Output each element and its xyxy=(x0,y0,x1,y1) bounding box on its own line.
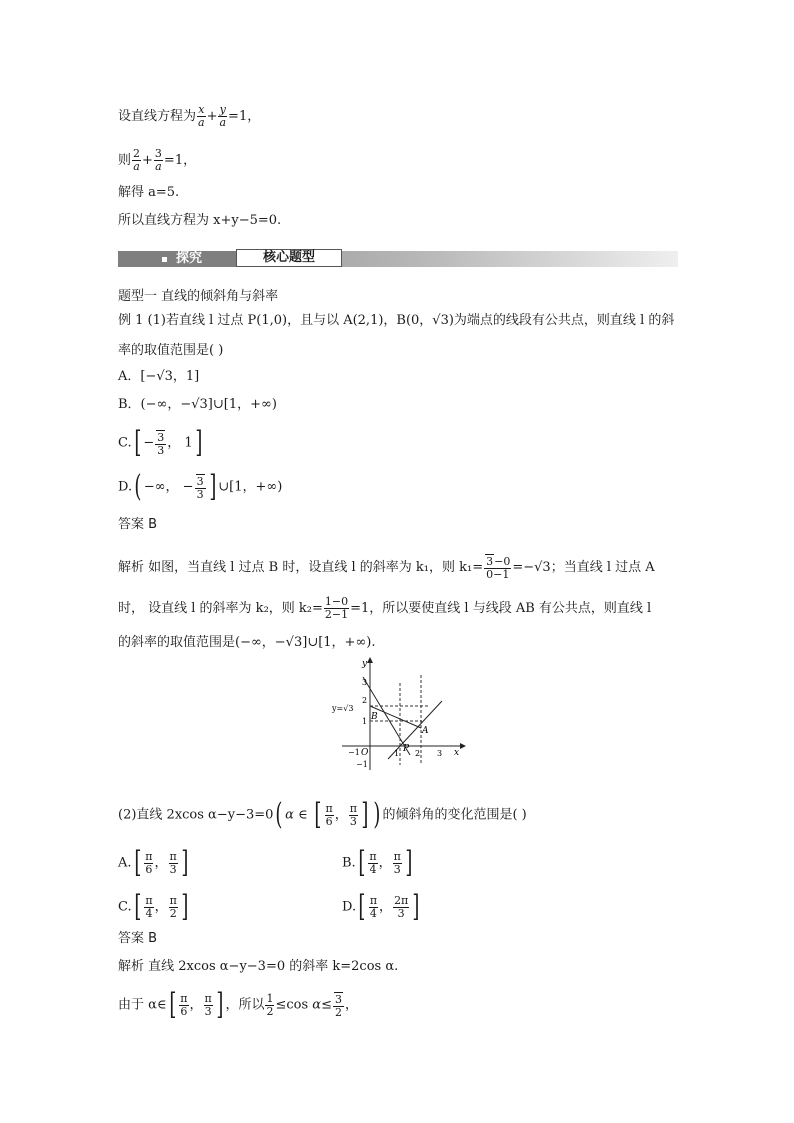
example1-option-a: A．[−√3，1] xyxy=(118,369,200,384)
ex2-analysis2-mid: ，所以 xyxy=(225,997,265,1013)
paren-left-2: ( xyxy=(275,797,283,832)
ex2-option-b-prefix: B. xyxy=(342,855,356,871)
option-d-prefix: D. xyxy=(118,479,133,495)
example2-stem: (2)直线 2xcos α−y−3=0( α ∈ [ $\frac{\pi}{6}$ ， $\frac{\pi}{3}$ ] ) 的倾斜角的变化范围是( ) xyxy=(118,797,527,832)
line-label-sqrt3: y=√3 xyxy=(332,704,354,713)
x-axis-label: x xyxy=(454,748,460,758)
intro-line-1: 设直线方程为 $\frac{x}{a}$ + $\frac{y}{a}$ =1， xyxy=(118,103,261,129)
fraction-sqrt3-over-3-d: $\frac{3}{3}$ xyxy=(196,474,204,501)
paren-right-2: ) xyxy=(373,797,381,832)
example1-option-c: C.[ − $\frac{3}{3}$ ， 1] xyxy=(118,425,203,460)
example1-stem-line-1: 例 1 (1)若直线 l 过点 P(1,0)，且与以 A(2,1)，B(0，√3)为端点的线段有公共点，则直线 l 的斜 xyxy=(118,313,675,328)
coordinate-figure xyxy=(330,655,470,775)
intro-line-2-suffix: =1， xyxy=(163,153,197,168)
intro-line-4: 所以直线方程为 x+y−5=0. xyxy=(118,213,282,228)
y-tick-2: 2 xyxy=(362,696,368,705)
example2-option-d: D.[ $\frac{\pi}{4}$ ， $\frac{2\pi}{3}$ ] xyxy=(342,889,420,924)
analysis1-prefix: 解析 如图，当直线 l 过点 B 时，设直线 l 的斜率为 k₁，则 k₁= xyxy=(118,560,484,575)
fraction-sqrt3-over-3: $\frac{3}{3}$ xyxy=(157,430,165,457)
ex2-option-d-prefix: D. xyxy=(342,899,357,915)
intro-line-1-suffix: =1， xyxy=(228,109,261,124)
fraction-2-over-a: $\frac{2}{a}$ xyxy=(133,147,141,173)
example2-option-b: B.[ $\frac{\pi}{4}$ ， $\frac{\pi}{3}$ ] xyxy=(342,845,413,880)
option-c-prefix: C. xyxy=(118,435,132,451)
y-axis-label: y xyxy=(362,659,368,669)
bracket-right-d: ] xyxy=(208,469,216,504)
ex2-option-c-prefix: C. xyxy=(118,899,132,915)
y-tick-neg1: −1 xyxy=(356,760,368,769)
point-label-p: P xyxy=(403,744,410,754)
intro-line-2-prefix: 则 xyxy=(118,153,132,168)
example2-analysis-line-1: 解析 直线 2xcos α−y−3=0 的斜率 k=2cos α. xyxy=(118,959,399,974)
fraction-3-over-a: $\frac{3}{a}$ xyxy=(154,147,162,173)
option-d-suffix: ∪[1，+∞) xyxy=(218,479,283,495)
y-tick-1: 1 xyxy=(362,717,368,726)
example2-analysis-line-2: 由于 α∈[ $\frac{\pi}{6}$ ， $\frac{\pi}{3}$ ] ，所以 $\frac{1}{2}$ ≤cos α≤ $\frac{3}{2}$ ， xyxy=(118,987,358,1022)
example1-stem-line-2: 率的取值范围是( ) xyxy=(118,343,224,358)
example2-option-a: A.[ $\frac{\pi}{6}$ ， $\frac{\pi}{3}$ ] xyxy=(118,845,189,880)
analysis2-suffix: =1，所以要使直线 l 与线段 AB 有公共点，则直线 l xyxy=(350,601,652,616)
y-tick-3: 3 xyxy=(362,678,368,687)
intro-line-3: 解得 a=5. xyxy=(118,185,180,200)
point-label-a: A xyxy=(422,726,429,736)
section-title: 题型一 直线的倾斜角与斜率 xyxy=(118,289,279,304)
x-tick-2: 2 xyxy=(415,749,421,758)
x-tick-neg1: −1 xyxy=(348,748,360,757)
fraction-k1: $\frac{3-0}{0-1}$ xyxy=(486,555,511,581)
bracket-left: [ xyxy=(133,425,141,460)
example1-answer: 答案 B xyxy=(118,517,158,532)
section-banner xyxy=(118,248,678,268)
fraction-x-over-a: $\frac{x}{a}$ xyxy=(198,103,205,129)
analysis1-suffix: =−√3；当直线 l 过点 A xyxy=(512,560,655,575)
intro-line-1-prefix: 设直线方程为 xyxy=(118,109,197,124)
example1-option-d: D.( −∞， − $\frac{3}{3}$ ] ∪[1，+∞) xyxy=(118,469,283,504)
x-axis-arrow-icon xyxy=(460,743,466,749)
ex2-analysis2-prefix: 由于 α∈ xyxy=(118,997,167,1013)
intro-line-2: 则 $\frac{2}{a}$ + $\frac{3}{a}$ =1， xyxy=(118,147,197,173)
fraction-pi-3: $\frac{\pi}{3}$ xyxy=(349,801,357,828)
x-tick-1: 1 xyxy=(394,749,400,758)
point-label-b: B xyxy=(371,712,378,722)
example1-analysis-line-1 xyxy=(118,554,655,581)
bracket-right: ] xyxy=(195,425,203,460)
example2-stem-prefix: (2)直线 2xcos α−y−3=0 xyxy=(118,807,274,823)
bracket-left-2: [ xyxy=(314,797,322,832)
example1-analysis-line-3: 的斜率的取值范围是(−∞，−√3]∪[1，+∞). xyxy=(118,635,376,650)
segment-ab xyxy=(370,706,421,728)
origin-label: O xyxy=(361,748,369,758)
y-axis-arrow-icon xyxy=(367,657,373,663)
fraction-pi-6: $\frac{\pi}{6}$ xyxy=(325,801,333,828)
banner-square-icon xyxy=(162,257,167,262)
example1-option-b: B．(−∞，−√3]∪[1，+∞) xyxy=(118,397,277,412)
example1-analysis-line-2 xyxy=(118,596,651,621)
fraction-k2: $\frac{1-0}{2-1}$ xyxy=(324,595,349,621)
example2-answer: 答案 B xyxy=(118,931,158,946)
ex2-analysis2-suffix: ， xyxy=(344,997,358,1013)
ex2-option-a-prefix: A. xyxy=(118,855,132,871)
bracket-right-2: ] xyxy=(361,797,369,832)
x-tick-3: 3 xyxy=(437,749,443,758)
analysis2-prefix: 时， 设直线 l 的斜率为 k₂，则 k₂= xyxy=(118,601,323,616)
banner-label: 探究 xyxy=(176,251,203,266)
example2-stem-suffix: 的倾斜角的变化范围是( ) xyxy=(382,807,527,823)
example2-option-c: C.[ $\frac{\pi}{4}$ ， $\frac{\pi}{2}$ ] xyxy=(118,889,189,924)
fraction-y-over-a: $\frac{y}{a}$ xyxy=(219,103,227,129)
banner-box: 核心题型 xyxy=(236,249,342,267)
paren-left: ( xyxy=(134,469,142,504)
